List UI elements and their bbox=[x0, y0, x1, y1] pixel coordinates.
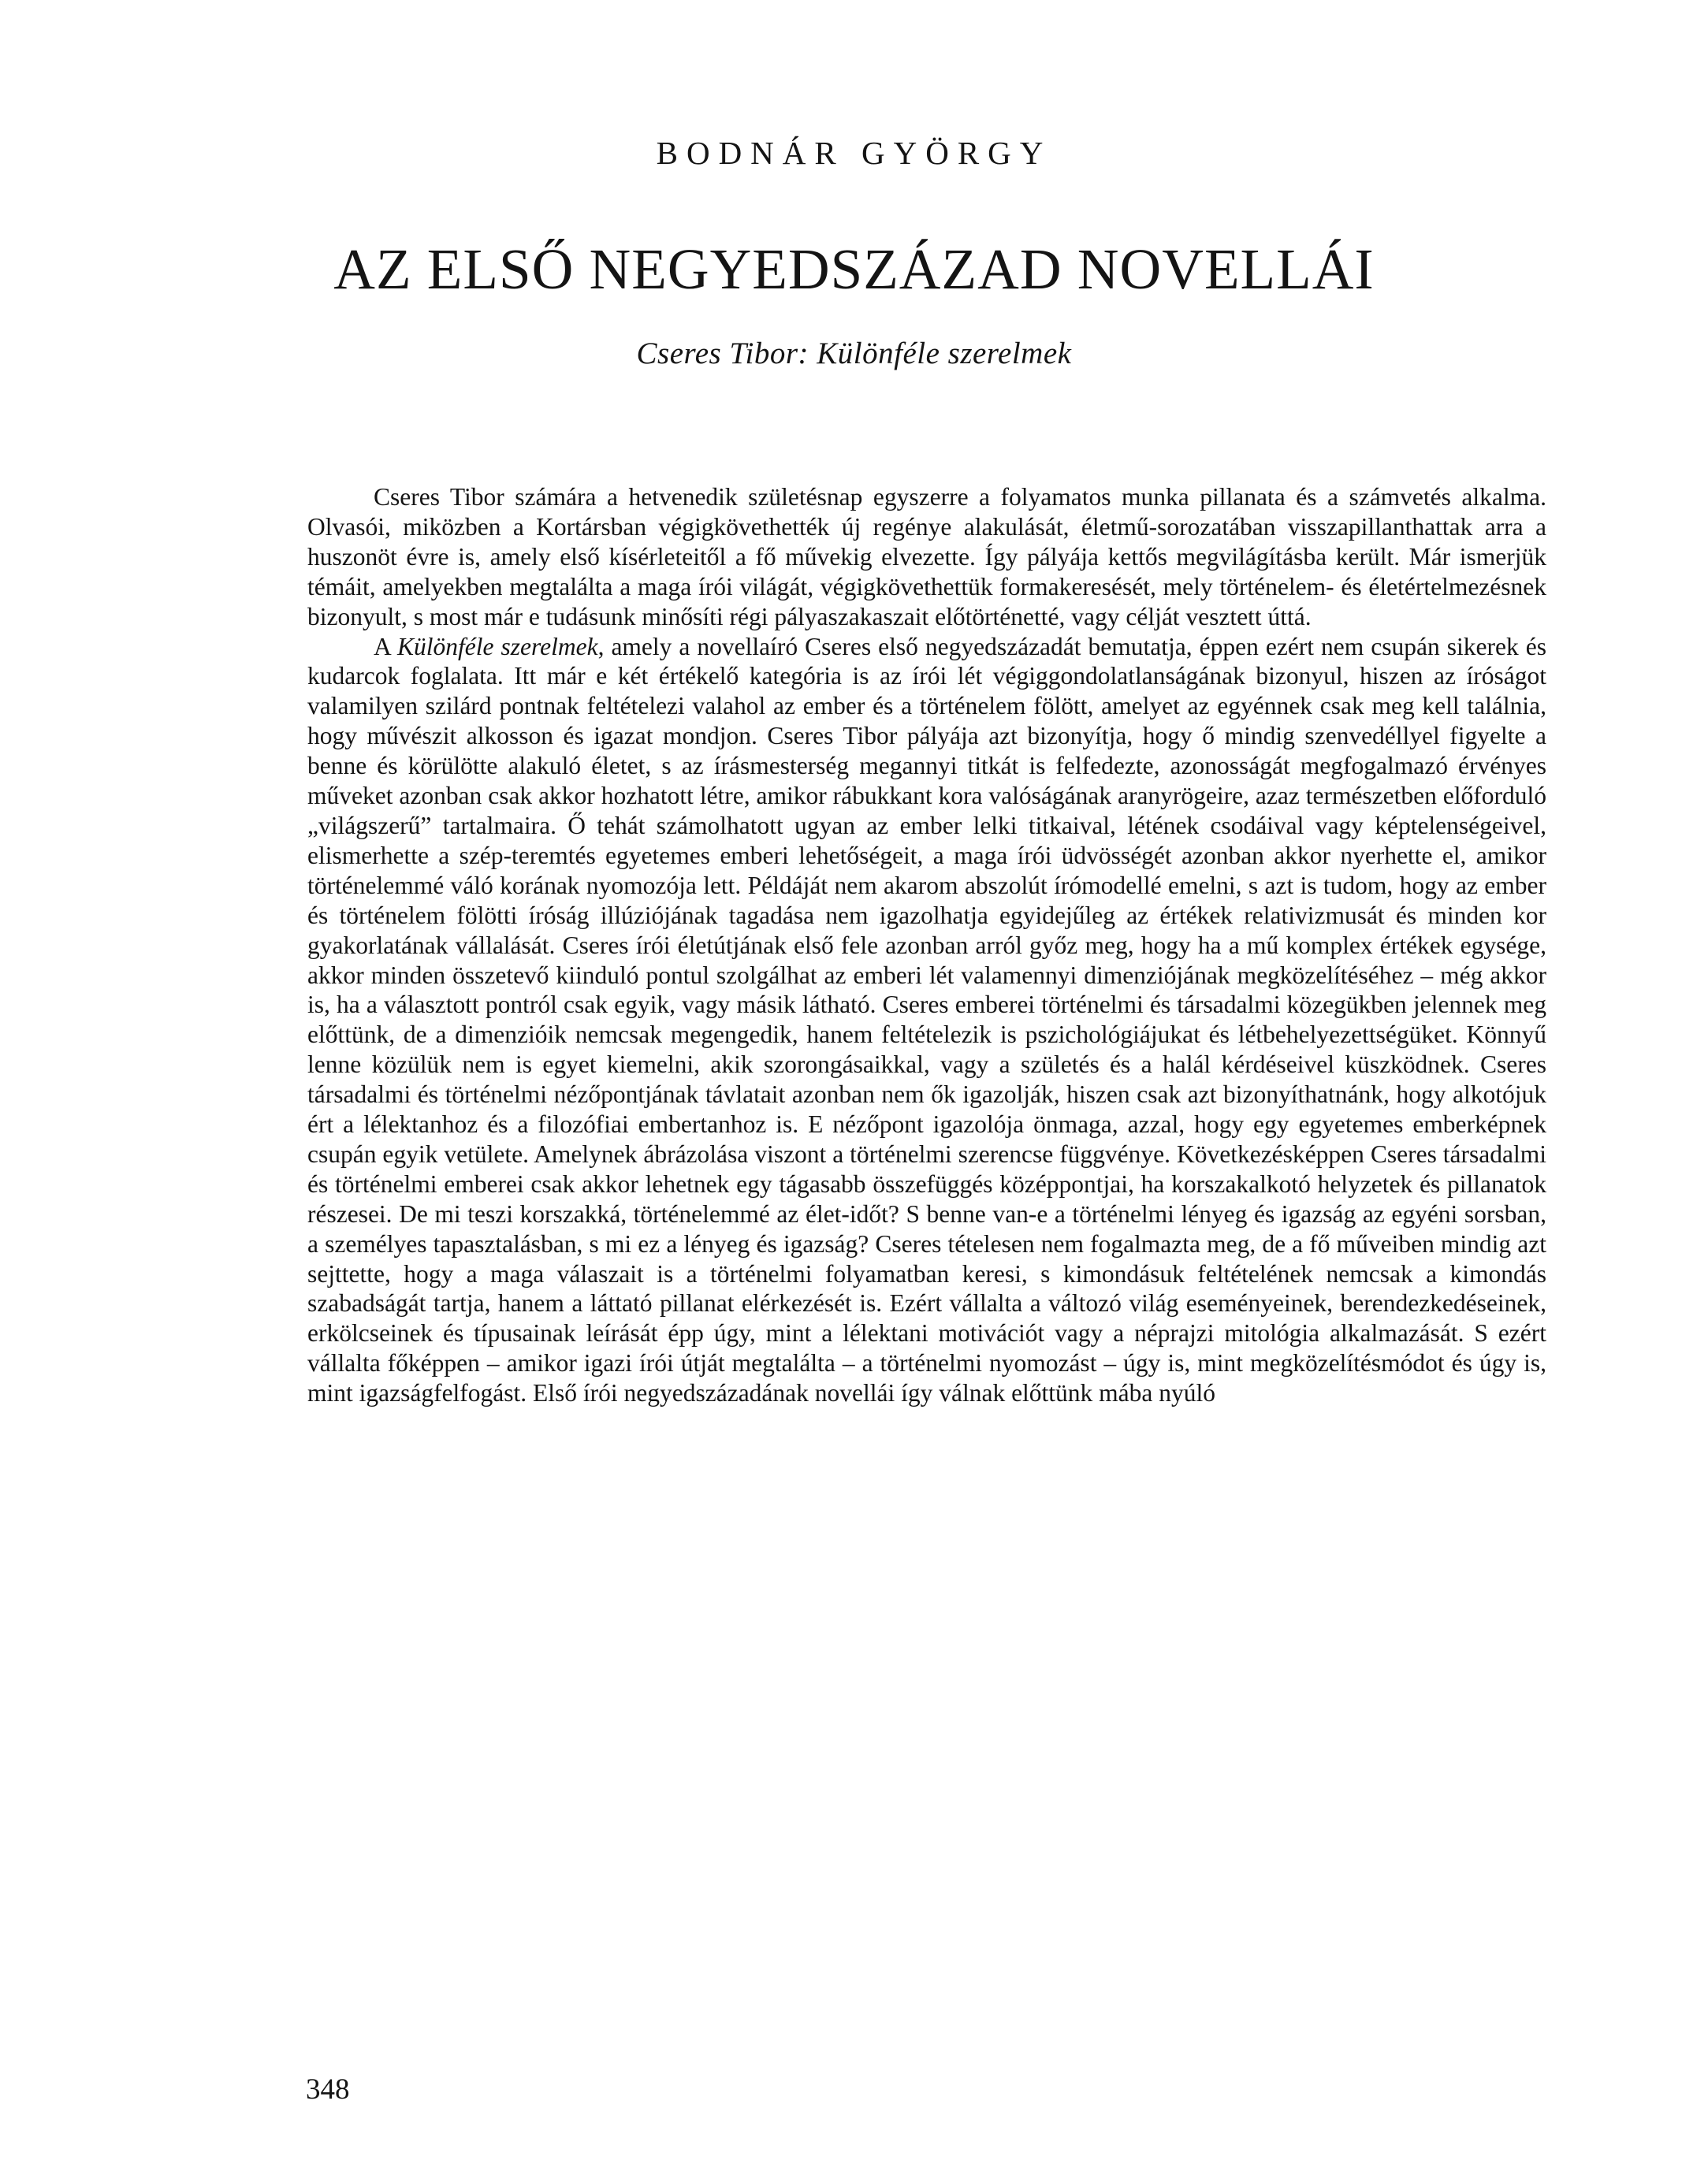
paragraph-2 bbox=[307, 632, 1546, 1409]
article-title: AZ ELSŐ NEGYEDSZÁZAD NOVELLÁI bbox=[333, 237, 1375, 301]
article-subtitle: Cseres Tibor: Különféle szerelmek bbox=[636, 336, 1072, 370]
book-title: Különféle szerelmek bbox=[397, 632, 598, 660]
paragraph-2-lead: A bbox=[374, 632, 398, 660]
paragraph-2-text: , amely a novellaíró Cseres első negyedszázadát bemutatja, éppen ezért nem csupán sikerek és kudarcok foglalata. Itt már e két értékelő kategória is az írói lét végiggondolatlanságának bizonyul, hiszen az íróságot valamilyen szilárd pontnak feltételezi valahol az ember és a történelem fölött, amelyet az egyénnek csak meg kell találnia, hogy művészit alkosson és igazat mondjon. Cseres Tibor pályája azt bizonyítja, hogy ő mindig szenvedéllyel figyelte a benne és körülötte alakuló életet, s az írásmesterség megannyi titkát is felfedezte, azonosságát megfogalmazó érvényes műveket azonban csak akkor hozhatott létre, amikor rábukkant kora valóságának aranyrögeire, azaz természetben előforduló „világszerű” tartalmaira. Ő tehát számolhatott ugyan az ember lelki titkaival, létének csodáival vagy képtelenségeivel, elismerhette a szép-teremtés egyetemes emberi lehetőségeit, a maga írói üdvösségét azonban akkor nyerhette el, amikor történelemmé váló korának nyomozója lett. Példáját nem akarom abszolút írómodellé emelni, s azt is tudom, hogy az ember és történelem fölötti íróság illúziójának tagadása nem igazolhatja egyidejűleg az értékek relativizmusát és minden kor gyakorlatának vállalását. Cseres írói életútjának első fele azonban arról győz meg, hogy ha a mű komplex értékek egysége, akkor minden összetevő kiinduló pontul szolgálhat az emberi lét valamennyi dimenziójának megközelítéséhez – még akkor is, ha a választott pontról csak egyik, vagy másik látható. Cseres emberei történelmi és társadalmi közegükben jelennek meg előttünk, de a dimenzióik nemcsak megengedik, hanem feltételezik is pszichológiájukat és létbehelyezettségüket. Könnyű lenne közülük nem is egyet kiemelni, akik szorongásaikkal, vagy a születés és a halál kérdéseivel küszködnek. Cseres társadalmi és történelmi nézőpontjának távlatait azonban nem ők igazolják, hiszen csak azt bizonyíthatnánk, hogy alkotójuk ért a lélektanhoz és a filozófiai embertanhoz is. E nézőpont igazolója önmaga, azzal, hogy egy egyetemes emberképnek csupán egyik vetülete. Amelynek ábrázolása viszont a történelmi szerencse függvénye. Következésképpen Cseres társadalmi és történelmi emberei csak akkor lehetnek egy tágasabb összefüggés középpontjai, ha korszakalkotó helyzetek és pillanatok részesei. De mi teszi korszakká, történelemmé az élet-időt? S benne van-e a történelmi lényeg és igazság az egyéni sorsban, a személyes tapasztalásban, s mi ez a lényeg és igazság? Cseres tételesen nem fogalmazta meg, de a fő műveiben mindig azt sejttette, hogy a maga válaszait is a történelmi folyamatban keresi, s kimondásuk feltételének nemcsak a kimondás szabadságát tartja, hanem a láttató pillanat elérkezését is. Ezért vállalta a változó világ eseményeinek, berendezkedéseinek, erkölcseinek és típusainak leírását épp úgy, mint a lélektani motivációt vagy a néprajzi mitológia alkalmazását. S ezért vállalta főképpen – amikor igazi írói útját megtalálta – a történelmi nyomozást – úgy is, mint megközelítésmódot és úgy is, mint igazságfelfogást. Első írói negyedszázadának novellái így válnak előttünk mába nyúló bbox=[307, 632, 1546, 1407]
page-number: 348 bbox=[306, 2073, 350, 2106]
author-name: BODNÁR GYÖRGY bbox=[656, 135, 1052, 171]
article-body bbox=[307, 482, 1546, 1408]
paragraph-1: Cseres Tibor számára a hetvenedik születésnap egyszerre a folyamatos munka pillanata és a számvetés alkalma. Olvasói, miközben a Kortársban végigkövethették új regénye alakulását, életmű-sorozatában visszapillanthattak arra a huszonöt évre is, amely első kísérleteitől a fő művekig elvezette. Így pályája kettős megvilágításba került. Már ismerjük témáit, amelyekben megtalálta a maga írói világát, végigkövethettük formakeresését, mely történelem- és életértelmezésnek bizonyult, s most már e tudásunk minősíti régi pályaszakaszait előtörténetté, vagy célját vesztett úttá. bbox=[307, 483, 1546, 630]
